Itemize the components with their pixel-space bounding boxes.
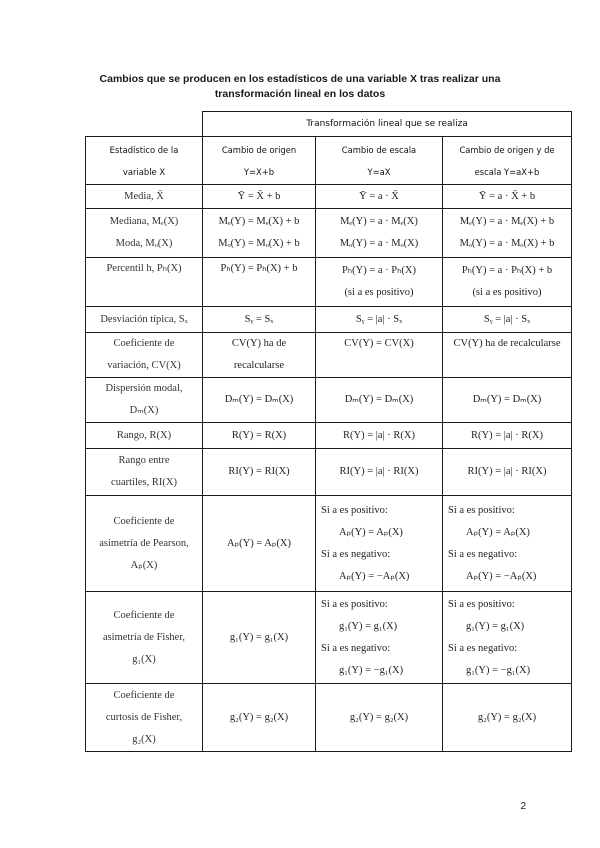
cell-formula: Aₚ(Y) = Aₚ(X)	[203, 496, 316, 592]
transformation-table	[85, 111, 572, 752]
cell-formula: Mₑ(Y) = Mₑ(X) + b Mₒ(Y) = Mₒ(X) + b	[203, 209, 316, 258]
header-col-statistic: Estadístico de la variable X	[86, 137, 203, 185]
cell-formula: RI(Y) = |a| · RI(X)	[443, 449, 572, 496]
cell-formula: R(Y) = |a| · R(X)	[443, 423, 572, 449]
cell-formula: Sᵧ = |a| · Sₓ	[316, 307, 443, 333]
header-row	[86, 137, 572, 185]
cell-formula: Ȳ = a · X̄ + b	[443, 185, 572, 209]
table-row	[86, 684, 572, 752]
table-row	[86, 333, 572, 378]
document-title	[60, 72, 540, 102]
cell-conditional: Si a es positivo: g₁(Y) = g₁(X) Si a es negativo: g₁(Y) = −g₁(X)	[443, 592, 572, 684]
cell-formula: Sᵧ = |a| · Sₓ	[443, 307, 572, 333]
cell-formula: RI(Y) = RI(X)	[203, 449, 316, 496]
cell-formula: Ȳ = X̄ + b	[203, 185, 316, 209]
cell-formula: CV(Y) ha de recalcularse	[203, 333, 316, 378]
cell-conditional: Si a es positivo: g₁(Y) = g₁(X) Si a es negativo: g₁(Y) = −g₁(X)	[316, 592, 443, 684]
table-row	[86, 592, 572, 684]
cell-formula: R(Y) = |a| · R(X)	[316, 423, 443, 449]
table-row	[86, 185, 572, 209]
row-label-percentil: Percentil h, Pₕ(X)	[86, 258, 203, 307]
cell-formula: Pₕ(Y) = Pₕ(X) + b	[203, 258, 316, 307]
row-label-mediana-moda: Mediana, Mₑ(X) Moda, Mₒ(X)	[86, 209, 203, 258]
table-row	[86, 496, 572, 592]
cell-formula: g₂(Y) = g₂(X)	[443, 684, 572, 752]
row-label-pearson: Coeficiente de asimetría de Pearson, Aₚ(X)	[86, 496, 203, 592]
cell-formula: Mₑ(Y) = a · Mₑ(X) Mₒ(Y) = a · Mₒ(X)	[316, 209, 443, 258]
cell-formula: CV(Y) = CV(X)	[316, 333, 443, 378]
page-number: 2	[520, 801, 526, 812]
table-row	[86, 423, 572, 449]
title-line-1: Cambios que se producen en los estadísticos de una variable X tras realizar una	[99, 73, 501, 85]
table-row	[86, 378, 572, 423]
row-label-dispersion: Dispersión modal, Dₘ(X)	[86, 378, 203, 423]
header-col-origin-scale: Cambio de origen y de escala Y=aX+b	[443, 137, 572, 185]
cell-formula: Dₘ(Y) = Dₘ(X)	[203, 378, 316, 423]
row-label-rango: Rango, R(X)	[86, 423, 203, 449]
table-row	[86, 209, 572, 258]
table-row	[86, 258, 572, 307]
header-col-scale: Cambio de escala Y=aX	[316, 137, 443, 185]
row-label-media: Media, X̄	[86, 185, 203, 209]
row-label-curtosis: Coeficiente de curtosis de Fisher, g₂(X)	[86, 684, 203, 752]
table-row	[86, 307, 572, 333]
empty-corner	[86, 112, 203, 137]
row-label-fisher: Coeficiente de asimetría de Fisher, g₁(X)	[86, 592, 203, 684]
cell-formula: Sᵧ = Sₓ	[203, 307, 316, 333]
cell-formula: CV(Y) ha de recalcularse	[443, 333, 572, 378]
row-label-cv: Coeficiente de variación, CV(X)	[86, 333, 203, 378]
cell-formula: Pₕ(Y) = a · Pₕ(X) (si a es positivo)	[316, 258, 443, 307]
cell-formula: Pₕ(Y) = a · Pₕ(X) + b (si a es positivo)	[443, 258, 572, 307]
cell-conditional: Si a es positivo: Aₚ(Y) = Aₚ(X) Si a es negativo: Aₚ(Y) = −Aₚ(X)	[316, 496, 443, 592]
cell-formula: Mₑ(Y) = a · Mₑ(X) + b Mₒ(Y) = a · Mₒ(X) + b	[443, 209, 572, 258]
cell-formula: Ȳ = a · X̄	[316, 185, 443, 209]
row-label-desviacion: Desviación típica, Sₓ	[86, 307, 203, 333]
header-col-origin: Cambio de origen Y=X+b	[203, 137, 316, 185]
cell-formula: Dₘ(Y) = Dₘ(X)	[316, 378, 443, 423]
table-row	[86, 449, 572, 496]
cell-conditional: Si a es positivo: Aₚ(Y) = Aₚ(X) Si a es negativo: Aₚ(Y) = −Aₚ(X)	[443, 496, 572, 592]
row-label-rango-intercuartil: Rango entre cuartiles, RI(X)	[86, 449, 203, 496]
cell-formula: g₂(Y) = g₂(X)	[316, 684, 443, 752]
cell-formula: Dₘ(Y) = Dₘ(X)	[443, 378, 572, 423]
cell-formula: R(Y) = R(X)	[203, 423, 316, 449]
header-group: Transformación lineal que se realiza	[203, 112, 572, 137]
cell-formula: g₁(Y) = g₁(X)	[203, 592, 316, 684]
cell-formula: RI(Y) = |a| · RI(X)	[316, 449, 443, 496]
cell-formula: g₂(Y) = g₂(X)	[203, 684, 316, 752]
title-line-2: transformación lineal en los datos	[214, 88, 386, 100]
